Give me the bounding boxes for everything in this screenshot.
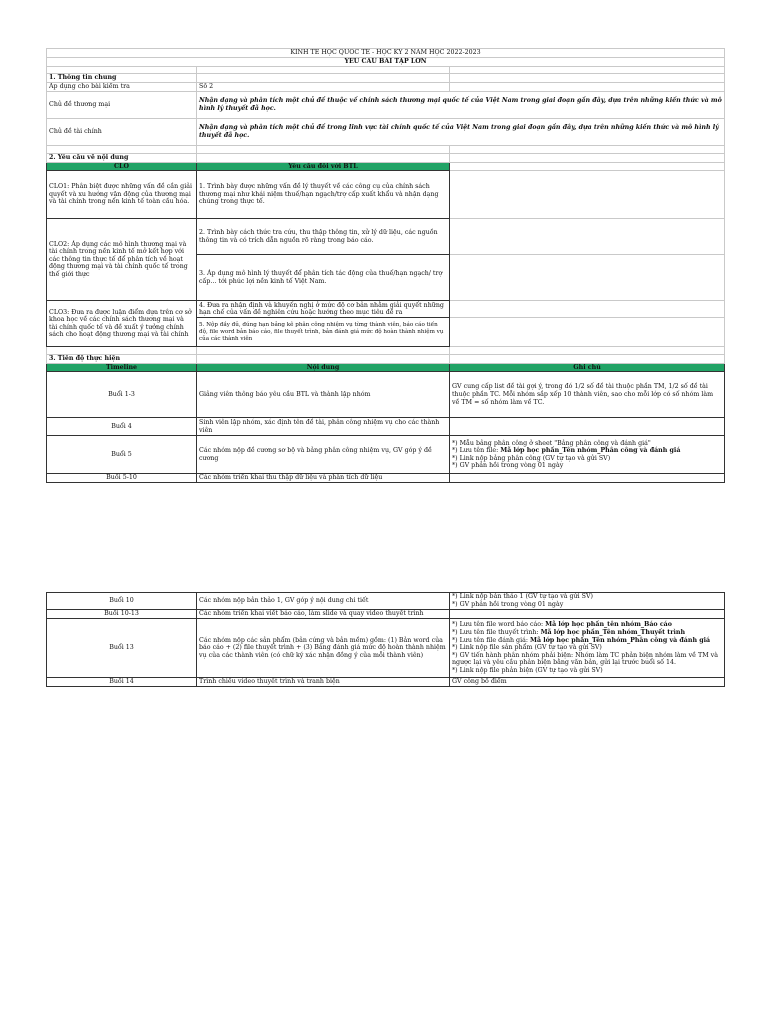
note-line [452, 447, 722, 455]
header-timeline: Timeline [47, 363, 197, 372]
trade-topic-label: Chủ đề thương mại [47, 92, 197, 119]
note-line [452, 629, 722, 637]
sheet-subtitle: YÊU CẦU BÀI TẬP LỚN [47, 58, 725, 67]
note-line: *) Link nộp file sản phẩm (GV tự tạo và gửi SV) [452, 644, 602, 652]
clo2-cell: CLO2: Áp dụng các mô hình thương mại và tài chính trong nền kinh tế mở kết hợp với các thông tin thực tế để phân tích về hoạt động thương mại và tài chính quốc tế trong thế giới thực [47, 219, 197, 301]
content-cell: Các nhóm nộp đề cương sơ bộ và bảng phân công nhiệm vụ, GV góp ý đề cương [197, 436, 450, 474]
note-line: *) Mẫu bảng phân công ở sheet "Bảng phân công và đánh giá" [452, 439, 651, 447]
file-name-format: Mã lớp học phần_Tên nhóm_Thuyết trình [540, 629, 686, 637]
timeline-cell: Buổi 10-13 [47, 610, 197, 619]
note-prefix: *) Lưu tên file thuyết trình: [452, 629, 541, 637]
header-requirement: Yêu cầu đối với BTL [197, 162, 450, 171]
progress-continuation-sheet [46, 592, 725, 687]
content-cell: Các nhóm nộp các sản phẩm (bản cứng và bản mềm) gồm: (1) Bản word của báo cáo + (2) file thuyết trình + (3) Bảng đánh giá mức độ hoàn thành nhiệm vụ của các thành viên (có chữ ký xác nhận đồng ý của mỗi thành viên) [197, 619, 450, 678]
timeline-cell: Buổi 5 [47, 436, 197, 474]
content-cell: Các nhóm triển khai viết báo cáo, làm slide và quay video thuyết trình [197, 610, 450, 619]
empty-cell [47, 67, 197, 74]
note-cell [450, 610, 725, 619]
requirements-sheet [46, 48, 725, 483]
note-prefix: *) Lưu tên file đánh giá: [452, 636, 530, 644]
clo3-cell: CLO3: Đưa ra được luận điểm dựa trên cơ sở khoa học về các chính sách thương mại và tài chính quốc tế và đề xuất ý tưởng chính sách cho hoạt động thương mại và tài chính [47, 301, 197, 347]
sheet-title: KINH TẾ HỌC QUỐC TẾ - HỌC KỲ 2 NĂM HỌC 2022-2023 [47, 49, 725, 58]
section-heading-progress: 3. Tiến độ thực hiện [47, 355, 197, 364]
note-prefix: *) Lưu tên file word báo cáo: [452, 621, 546, 629]
header-clo: CLO [47, 162, 197, 171]
timeline-cell: Buổi 13 [47, 619, 197, 678]
timeline-cell: Buổi 14 [47, 678, 197, 687]
table-row [47, 474, 725, 483]
note-cell [450, 436, 725, 474]
requirement-3: 3. Áp dụng mô hình lý thuyết để phân tích tác động của thuế/hạn ngạch/ trợ cấp... tới phúc lợi nền kinh tế Việt Nam. [197, 255, 450, 301]
note-line: *) Link nộp file phản biện (GV tự tạo và gửi SV) [452, 666, 603, 674]
requirement-1: 1. Trình bày được những vấn đề lý thuyết về các công cụ của chính sách thương mại như khái niệm thuế/hạn ngạch/trợ cấp xuất khẩu và nhận dạng chúng trong thực tế. [197, 171, 450, 219]
note-cell [450, 418, 725, 436]
finance-topic-value: Nhận dạng và phân tích một chủ đề trong lĩnh vực tài chính quốc tế của Việt Nam trong giai đoạn gần đây, dựa trên những kiến thức và mô hình lý thuyết đã học. [197, 119, 725, 146]
note-cell [450, 593, 725, 610]
table-row [47, 593, 725, 610]
table-row [47, 619, 725, 678]
table-row [47, 610, 725, 619]
requirement-4: 4. Đưa ra nhận định và khuyến nghị ở mức độ cơ bản nhằm giải quyết những hạn chế của vấn đề nghiên cứu hoặc hướng theo mục tiêu đề ra [197, 301, 450, 318]
file-name-format: Mã lớp học phần_tên nhóm_Báo cáo [545, 621, 672, 629]
file-name-format: Mã lớp học phần_Tên nhóm_Phân công và đánh giá [529, 636, 711, 644]
file-name-format: Mã lớp học phần_Tên nhóm_Phân công và đánh giá [500, 447, 681, 455]
note-cell [450, 619, 725, 678]
note-line: *) Link nộp bản thảo 1 (GV tự tạo và gửi SV) [452, 593, 593, 601]
note-line [452, 621, 722, 629]
clo1-cell: CLO1: Phân biệt được những vấn đề cần giải quyết và xu hướng vận động của thương mại và tài chính trong nền kinh tế toàn cầu hóa. [47, 171, 197, 219]
timeline-cell: Buổi 1-3 [47, 372, 197, 418]
header-content: Nội dung [197, 363, 450, 372]
note-cell [450, 474, 725, 483]
requirement-5: 5. Nộp đầy đủ, đúng hạn bảng kê phân công nhiệm vụ từng thành viên, báo cáo tiến độ, file word bản báo cáo, file thuyết trình, bản đánh giá mức độ hoàn thành nhiệm vụ của các thành viên [197, 318, 450, 347]
content-cell: Sinh viên lập nhóm, xác định tên đề tài, phân công nhiệm vụ cho các thành viên [197, 418, 450, 436]
content-cell: Giảng viên thông báo yêu cầu BTL và thành lập nhóm [197, 372, 450, 418]
note-line [452, 637, 722, 645]
note-line: *) Link nộp bảng phân công (GV tự tạo và gửi SV) [452, 454, 611, 462]
table-row [47, 678, 725, 687]
note-line: *) GV tiến hành phân nhóm phải biện: Nhóm làm TC phản biện nhóm làm về TM và ngược lại và yêu cầu phản biện bằng văn bản, gửi lại trước buổi số 14. [452, 651, 718, 667]
apply-label: Áp dụng cho bài kiểm tra [47, 83, 197, 92]
finance-topic-label: Chủ đề tài chính [47, 119, 197, 146]
note-cell: GV công bố điểm [450, 678, 725, 687]
requirement-2: 2. Trình bày cách thức tra cứu, thu thập thông tin, xử lý dữ liệu, các nguồn thông tin và có trích dẫn nguồn rõ ràng trong báo cáo. [197, 219, 450, 255]
content-cell: Các nhóm triển khai thu thập dữ liệu và phân tích dữ liệu [197, 474, 450, 483]
note-cell: GV cung cấp list đề tài gợi ý, trong đó 1/2 số đề tài thuộc phần TM, 1/2 số đề tài thuộc phần TC. Mỗi nhóm sắp xếp 10 thành viên, sao cho mỗi lớp có số nhóm làm về TM = số nhóm làm về TC. [450, 372, 725, 418]
content-cell: Trình chiếu video thuyết trình và tranh biện [197, 678, 450, 687]
section-heading-content: 2. Yêu cầu về nội dung [47, 154, 197, 163]
timeline-cell: Buổi 4 [47, 418, 197, 436]
note-line: *) GV phản hồi trong vòng 01 ngày [452, 462, 564, 470]
timeline-cell: Buổi 10 [47, 593, 197, 610]
table-row [47, 436, 725, 474]
note-line: *) GV phản hồi trong vòng 01 ngày [452, 601, 564, 608]
section-heading-general: 1. Thông tin chung [47, 74, 197, 83]
table-row [47, 372, 725, 418]
content-cell: Các nhóm nộp bản thảo 1, GV góp ý nội dung chi tiết [197, 593, 450, 610]
timeline-cell: Buổi 5-10 [47, 474, 197, 483]
apply-value: Số 2 [197, 83, 450, 92]
note-prefix: *) Lưu tên file: [452, 447, 501, 455]
header-note: Ghi chú [450, 363, 725, 372]
table-row [47, 418, 725, 436]
trade-topic-value: Nhận dạng và phân tích một chủ đề thuộc về chính sách thương mại quốc tế của Việt Nam trong giai đoạn gần đây, dựa trên những kiến thức và mô hình lý thuyết đã học. [197, 92, 725, 119]
